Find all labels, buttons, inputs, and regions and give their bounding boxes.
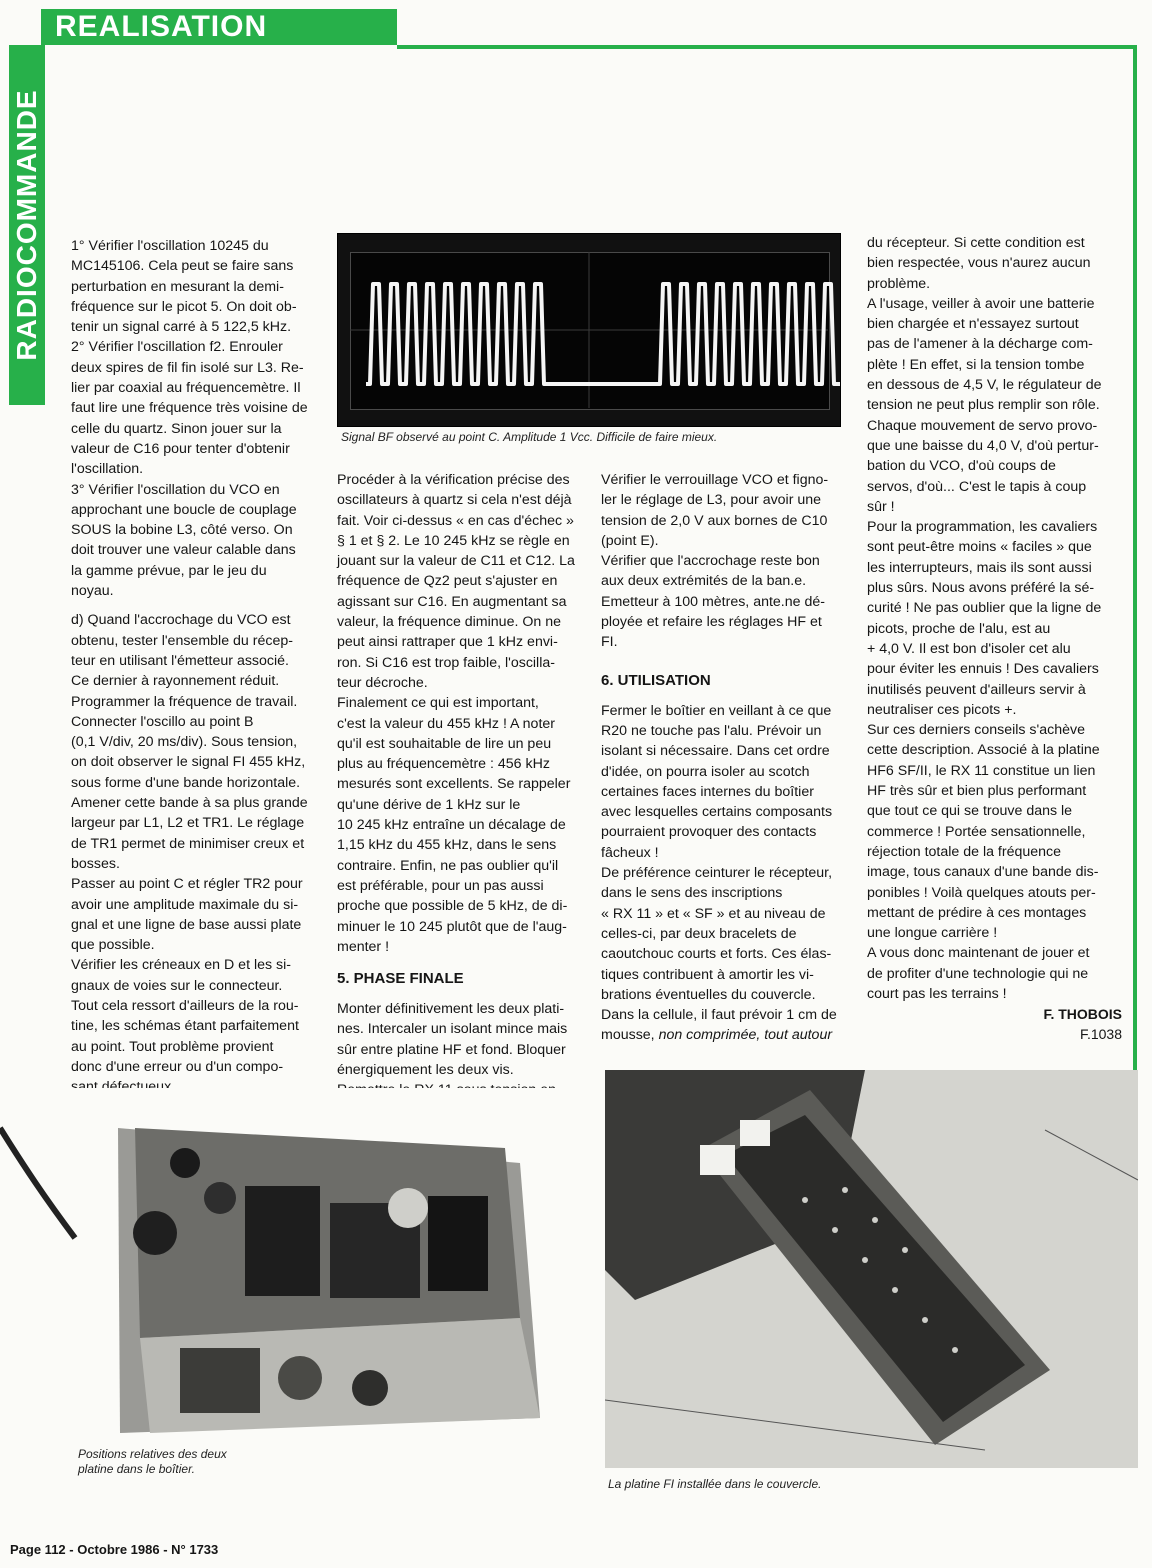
- text-line: 1° Vérifier l'oscillation 10245 du: [71, 238, 269, 254]
- text-line: avoir une amplitude maximale du si-: [71, 896, 299, 913]
- text-line: (0,1 V/div, 20 ms/div). Sous tension,: [71, 734, 298, 751]
- column-3-utilisation: [601, 701, 851, 1026]
- text-line: A l'usage, veiller à avoir une batterie: [867, 295, 1095, 312]
- text-line: De préférence ceinturer le récepteur,: [601, 865, 833, 882]
- text-line: gnaux de voies sur le connecteur.: [71, 977, 283, 994]
- text-line: § 1 et § 2. Le 10 245 kHz se règle en: [337, 532, 570, 549]
- text-line: Tout cela ressort d'ailleurs de la rou-: [71, 997, 299, 1014]
- text-line: gnal et une ligne de base aussi plate: [71, 916, 302, 933]
- text-line: donc d'une erreur ou d'un compo-: [71, 1058, 284, 1075]
- text-line: ponibles ! Voilà quelques atouts per-: [867, 884, 1096, 901]
- text-line: R20 ne touche pas l'alu. Prévoir un: [601, 722, 822, 739]
- text-line: « RX 11 » et « SF » et au niveau de: [601, 905, 826, 922]
- text-line: + 4,0 V. Il est bon d'isoler cet alu: [867, 640, 1071, 657]
- text-line: pour éviter les ennuis ! Des cavaliers: [867, 661, 1099, 678]
- frame-top-rule: [397, 45, 1137, 49]
- text-line: celles-ci, par deux bracelets de: [601, 925, 797, 942]
- side-label: RADIOCOMMANDE: [11, 89, 42, 361]
- text-line: curité ! Ne pas oublier que la ligne de: [867, 600, 1102, 617]
- text-line: Pour la programmation, les cavaliers: [867, 519, 1098, 536]
- text-line: 3° Vérifier l'oscillation du VCO en: [71, 481, 280, 498]
- text-line: bien respectée, vous n'aurez aucun: [867, 255, 1091, 272]
- text-line: teur en utilisant l'émetteur associé.: [71, 652, 289, 669]
- text-line: problème.: [867, 275, 931, 292]
- text-line: proche que possible de 5 kHz, de di-: [337, 898, 568, 915]
- column-2-text: [337, 470, 587, 957]
- text-line: menter !: [337, 938, 390, 955]
- text-line: tiques contribuent à amortir les vi-: [601, 966, 814, 983]
- column-4-text: [867, 233, 1122, 1004]
- text-line: la gamme prévue, par le jeu du: [71, 562, 267, 579]
- text-line: tine, les schémas étant parfaitement: [71, 1018, 299, 1035]
- oscilloscope-figure: [337, 233, 841, 427]
- page-footer: Page 112 - Octobre 1986 - N° 1733: [10, 1542, 219, 1557]
- text-line: ron. Si C16 est trop faible, l'oscilla-: [337, 654, 555, 671]
- text-line: sûr !: [867, 498, 895, 515]
- text-line: peut ainsi rattraper que 1 kHz envi-: [337, 634, 558, 651]
- text-line: l'oscillation.: [71, 461, 144, 478]
- text-line: qu'il est souhaitable de lire un peu: [337, 735, 552, 752]
- text-line: valeur de C16 pour tenter d'obtenir: [71, 440, 290, 457]
- text-line: on doit observer le signal FI 455 kHz,: [71, 754, 306, 771]
- text-line: noyau.: [71, 583, 114, 600]
- text-line: cette description. Associé à la platine: [867, 742, 1100, 759]
- text-line: fait. Voir ci-dessus « en cas d'échec »: [337, 512, 574, 529]
- text-line: image, tous canaux d'une bande dis-: [867, 864, 1099, 881]
- column-2: [337, 470, 587, 1121]
- text-line: Vérifier que l'accrochage reste bon: [601, 553, 820, 570]
- text-line: obtenu, tester l'ensemble du récep-: [71, 632, 293, 649]
- text-line: tension de 2,0 V aux bornes de C10: [601, 512, 828, 529]
- text-line: teur décroche.: [337, 674, 428, 691]
- text-line: aux deux extrémités de la ban.e.: [601, 573, 807, 590]
- text-line: de profiter d'une technologie qui ne: [867, 965, 1089, 982]
- text-line: avec lesquelles certains composants: [601, 804, 833, 821]
- text-line: fâcheux !: [601, 844, 659, 861]
- text-line: deux spires de fil fin isolé sur L3. Re-: [71, 359, 304, 376]
- photo-fi-board: [605, 1070, 1138, 1468]
- text-line: Chaque mouvement de servo provo-: [867, 417, 1098, 434]
- text-line: Vérifier le verrouillage VCO et figno-: [601, 472, 829, 488]
- text-line: c'est la valeur du 455 kHz ! A noter: [337, 715, 556, 732]
- text-line: sous forme d'une bande horizontale.: [71, 774, 301, 791]
- text-line: tenir un signal carré à 5 122,5 kHz.: [71, 319, 292, 336]
- text-line: Passer au point C et régler TR2 pour: [71, 876, 303, 893]
- text-line: faut lire une fréquence très voisine de: [71, 400, 308, 417]
- text-line: une longue carrière !: [867, 925, 998, 942]
- text-line: que tout ce qui se trouve dans le: [867, 803, 1073, 820]
- text-line: en dessous de 4,5 V, le régulateur de: [867, 377, 1102, 394]
- text-line: Fermer le boîtier en veillant à ce que: [601, 702, 832, 719]
- text-line: neutraliser ces picots +.: [867, 701, 1017, 718]
- text-line: est préférable, pour un pas aussi: [337, 877, 544, 894]
- text-line: minuer le 10 245 plutôt que de l'aug-: [337, 918, 567, 935]
- text-line: HF très sûr et bien plus performant: [867, 783, 1087, 800]
- column-1-test: [71, 610, 319, 1097]
- column-3: [601, 470, 851, 1046]
- text-line: nes. Intercaler un isolant mince mais: [337, 1021, 568, 1038]
- text-line: plus au fréquencemètre : 456 kHz: [337, 756, 550, 773]
- text-line: au point. Tout problème provient: [71, 1038, 274, 1055]
- text-line: 2° Vérifier l'oscillation f2. Enrouler: [71, 339, 283, 356]
- text-line: du récepteur. Si cette condition est: [867, 235, 1085, 251]
- text-line: mesurés sont excellents. Se rappeler: [337, 776, 571, 793]
- text-line: Finalement ce qui est important,: [337, 695, 539, 712]
- text-line: court pas les terrains !: [867, 985, 1007, 1002]
- text-line: Sur ces derniers conseils s'achève: [867, 722, 1085, 739]
- text-line: Procéder à la vérification précise des: [337, 472, 570, 488]
- side-band: [9, 45, 45, 405]
- text-line: commerce ! Portée sensationnelle,: [867, 823, 1086, 840]
- text-line: pas de l'amener à la décharge com-: [867, 336, 1093, 353]
- text-line: que possible.: [71, 937, 155, 954]
- text-line: fréquence de Qz2 peut s'ajuster en: [337, 573, 558, 590]
- text-line: oscillateurs à quartz si cela n'est déjà: [337, 492, 572, 509]
- text-line: ployée et refaire les réglages HF et: [601, 614, 822, 631]
- text-line: perturbation en mesurant la demi-: [71, 278, 284, 295]
- text-line: qu'une dérive de 1 kHz sur le: [337, 796, 521, 813]
- text-line: réjection totale de la fréquence: [867, 843, 1062, 860]
- text-line: Emetteur à 100 mètres, ante.ne dé-: [601, 593, 825, 610]
- text-line: MC145106. Cela peut se faire sans: [71, 258, 294, 275]
- text-line: dans le sens des inscriptions: [601, 885, 783, 902]
- text-line: brations éventuelles du couvercle.: [601, 986, 816, 1003]
- text-line: bien chargée et n'essayez surtout: [867, 316, 1079, 333]
- text-line: fréquence sur le picot 5. On doit ob-: [71, 298, 297, 315]
- photo-receiver-box: [0, 1088, 600, 1438]
- text-line: picots, proche de l'alu, est au: [867, 620, 1051, 637]
- text-line: FI.: [601, 634, 618, 651]
- text-line: Programmer la fréquence de travail.: [71, 693, 298, 710]
- text-line: de TR1 permet de minimiser creux et: [71, 835, 305, 852]
- text-line: Monter définitivement les deux plati-: [337, 1001, 565, 1018]
- column-3-text: [601, 470, 851, 653]
- text-line: mettant de prédire à ces montages: [867, 904, 1087, 921]
- text-line: les interrupteurs, mais ils sont aussi: [867, 559, 1092, 576]
- text-line: largeur par L1, L2 et TR1. Le réglage: [71, 815, 305, 832]
- column-4: [867, 233, 1122, 1044]
- text-line: (point E).: [601, 532, 659, 549]
- text-line: certaines faces internes du boîtier: [601, 783, 814, 800]
- text-line: plète ! En effet, si la tension tombe: [867, 356, 1085, 373]
- text-line: 1,15 kHz du 455 kHz, dans le sens: [337, 837, 557, 854]
- text-line: approchant une boucle de couplage: [71, 501, 297, 518]
- text-line: contraire. Enfin, ne pas oublier qu'il: [337, 857, 559, 874]
- text-line: HF6 SF/II, le RX 11 constitue un lien: [867, 762, 1096, 779]
- text-line: isolant si nécessaire. Dans cet ordre: [601, 743, 830, 760]
- text-line: plus sûrs. Nous avons préféré la sé-: [867, 580, 1095, 597]
- text-line: valeur, la fréquence diminue. On ne: [337, 614, 561, 631]
- article-reference: F.1038: [1079, 1026, 1122, 1043]
- text-line: doit trouver une valeur calable dans: [71, 542, 296, 559]
- text-line: que une baisse du 4,0 V, d'où pertur-: [867, 437, 1099, 454]
- text-line: servos, d'où... C'est le tapis à coup: [867, 478, 1087, 495]
- text-line: bosses.: [71, 855, 120, 872]
- text-line: pourraient provoquer des contacts: [601, 824, 817, 841]
- section-title: REALISATION: [55, 10, 268, 43]
- text-line: énergiquement les deux vis.: [337, 1062, 514, 1079]
- text-line: Amener cette bande à sa plus grande: [71, 795, 308, 812]
- text-line: bation du VCO, d'où coups de: [867, 458, 1056, 475]
- text-line: caoutchouc courts et forts. Ces élas-: [601, 946, 832, 963]
- column-1: [71, 236, 319, 1097]
- text-line: Connecter l'oscillo au point B: [71, 713, 254, 730]
- text-line: inutilisés peuvent d'ailleurs servir à: [867, 681, 1086, 698]
- text-line: tension ne peut plus remplir son rôle.: [867, 397, 1100, 414]
- text-line: ler le réglage de L3, pour avoir une: [601, 492, 822, 509]
- text-line: jouant sur la valeur de C11 et C12. La: [337, 553, 575, 570]
- scope-caption: Signal BF observé au point C. Amplitude 1 Vcc. Difficile de faire mieux.: [341, 430, 718, 444]
- text-line: sont peut-être moins « faciles » que: [867, 539, 1092, 556]
- section-header: [41, 9, 397, 45]
- text-line: A vous donc maintenant de jouer et: [867, 945, 1090, 962]
- photo-right-caption: La platine FI installée dans le couvercle.: [608, 1477, 822, 1491]
- column-3-last-line: mousse, non comprimée, tout autour: [601, 1027, 833, 1044]
- text-line: d) Quand l'accrochage du VCO est: [71, 612, 291, 629]
- heading-phase-finale: 5. PHASE FINALE: [337, 970, 464, 988]
- photo-left-caption: Positions relatives des deux platine dans le boîtier.: [78, 1447, 227, 1476]
- column-1-steps: [71, 236, 319, 601]
- heading-utilisation: 6. UTILISATION: [601, 671, 711, 689]
- text-line: agissant sur C16. En augmentant sa: [337, 593, 567, 610]
- scope-trace: [338, 234, 840, 426]
- text-line: celle du quartz. Sinon jouer sur la: [71, 420, 282, 437]
- text-line: Vérifier les créneaux en D et les si-: [71, 957, 291, 974]
- text-line: sûr entre platine HF et fond. Bloquer: [337, 1041, 566, 1058]
- text-line: Dans la cellule, il faut prévoir 1 cm de: [601, 1007, 837, 1024]
- text-line: SOUS la bobine L3, côté verso. On: [71, 522, 293, 539]
- text-line: 10 245 kHz entraîne un décalage de: [337, 817, 566, 834]
- text-line: lier par coaxial au fréquencemètre. Il: [71, 380, 301, 397]
- text-line: Ce dernier à rayonnement réduit.: [71, 673, 280, 690]
- author-name: F. THOBOIS: [1043, 1006, 1122, 1023]
- text-line: d'idée, on pourra isoler au scotch: [601, 763, 810, 780]
